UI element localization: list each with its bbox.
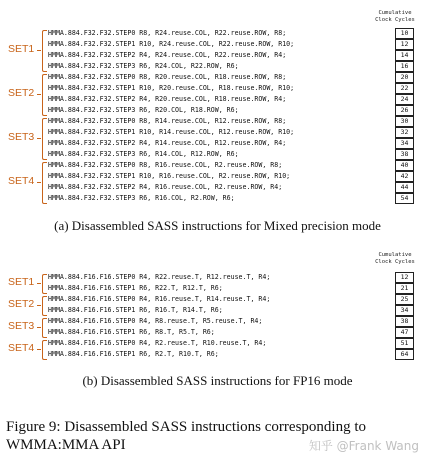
clock-cycle-box: 42 <box>395 171 414 182</box>
set-label: SET2 <box>8 298 35 310</box>
clock-cycle-box: 54 <box>395 193 414 204</box>
set-bracket-tick <box>37 305 41 306</box>
instruction-row: HMMA.884.F32.F32.STEP2 R4, R24.reuse.COL, R22.reuse.ROW, R4; <box>48 51 287 59</box>
cumulative-clock-cycles-header: Cumulative Clock Cycles <box>375 252 415 265</box>
clock-cycle-box: 32 <box>395 127 414 138</box>
cumulative-clock-cycles-header: Cumulative Clock Cycles <box>375 10 415 23</box>
set-bracket <box>42 296 47 316</box>
instruction-row: HMMA.884.F16.F16.STEP0 R4, R22.reuse.T, R12.reuse.T, R4; <box>48 273 271 281</box>
set-bracket-tick <box>37 327 41 328</box>
instruction-row: HMMA.884.F32.F32.STEP1 R10, R16.reuse.COL, R2.reuse.ROW, R10; <box>48 172 291 180</box>
instruction-row: HMMA.884.F32.F32.STEP3 R6, R14.COL, R12.ROW, R6; <box>48 150 239 158</box>
clock-cycle-box: 51 <box>395 338 414 349</box>
set-bracket <box>42 274 47 294</box>
instruction-row: HMMA.884.F16.F16.STEP1 R6, R22.T, R12.T, R6; <box>48 284 223 292</box>
clock-cycle-box: 14 <box>395 50 414 61</box>
clock-cycle-box: 12 <box>395 39 414 50</box>
instruction-row: HMMA.884.F16.F16.STEP0 R4, R16.reuse.T, R14.reuse.T, R4; <box>48 295 271 303</box>
clock-cycle-box: 25 <box>395 294 414 305</box>
instruction-row: HMMA.884.F16.F16.STEP1 R6, R2.T, R10.T, R6; <box>48 350 219 358</box>
instruction-row: HMMA.884.F32.F32.STEP3 R6, R16.COL, R2.ROW, R6; <box>48 194 235 202</box>
instruction-row: HMMA.884.F32.F32.STEP3 R6, R24.COL, R22.ROW, R6; <box>48 62 239 70</box>
instruction-row: HMMA.884.F32.F32.STEP2 R4, R20.reuse.COL, R18.reuse.ROW, R4; <box>48 95 287 103</box>
instruction-row: HMMA.884.F32.F32.STEP3 R6, R20.COL, R18.ROW, R6; <box>48 106 239 114</box>
clock-cycle-box: 24 <box>395 94 414 105</box>
set-label: SET3 <box>8 320 35 332</box>
watermark: 知乎 @Frank Wang <box>308 439 419 453</box>
set-label: SET2 <box>8 87 35 99</box>
instruction-row: HMMA.884.F32.F32.STEP0 R8, R14.reuse.COL, R12.reuse.ROW, R8; <box>48 117 287 125</box>
clock-cycle-box: 10 <box>395 28 414 39</box>
instruction-row: HMMA.884.F32.F32.STEP0 R8, R24.reuse.COL, R22.reuse.ROW, R8; <box>48 29 287 37</box>
clock-cycle-box: 47 <box>395 327 414 338</box>
clock-cycle-box: 64 <box>395 349 414 360</box>
clock-cycle-box: 34 <box>395 305 414 316</box>
set-bracket-tick <box>37 349 41 350</box>
clock-cycle-box: 16 <box>395 61 414 72</box>
clock-cycle-box: 12 <box>395 272 414 283</box>
instruction-row: HMMA.884.F32.F32.STEP0 R8, R16.reuse.COL, R2.reuse.ROW, R8; <box>48 161 283 169</box>
clock-cycle-box: 34 <box>395 138 414 149</box>
clock-cycle-box: 30 <box>395 116 414 127</box>
set-label: SET4 <box>8 342 35 354</box>
set-label: SET3 <box>8 131 35 143</box>
instruction-row: HMMA.884.F32.F32.STEP1 R10, R24.reuse.COL, R22.reuse.ROW, R10; <box>48 40 295 48</box>
clock-cycle-box: 40 <box>395 160 414 171</box>
instruction-row: HMMA.884.F32.F32.STEP0 R8, R20.reuse.COL, R18.reuse.ROW, R8; <box>48 73 287 81</box>
clock-cycle-box: 20 <box>395 72 414 83</box>
instruction-row: HMMA.884.F32.F32.STEP2 R4, R14.reuse.COL, R12.reuse.ROW, R4; <box>48 139 287 147</box>
set-bracket <box>42 318 47 338</box>
instruction-row: HMMA.884.F32.F32.STEP2 R4, R16.reuse.COL, R2.reuse.ROW, R4; <box>48 183 283 191</box>
set-label: SET1 <box>8 43 35 55</box>
set-bracket-tick <box>37 283 41 284</box>
instruction-row: HMMA.884.F16.F16.STEP1 R6, R8.T, R5.T, R6; <box>48 328 215 336</box>
set-bracket <box>42 340 47 360</box>
clock-cycle-box: 38 <box>395 149 414 160</box>
clock-cycle-box: 21 <box>395 283 414 294</box>
instruction-row: HMMA.884.F16.F16.STEP0 R4, R8.reuse.T, R5.reuse.T, R4; <box>48 317 263 325</box>
instruction-row: HMMA.884.F32.F32.STEP1 R10, R20.reuse.COL, R18.reuse.ROW, R10; <box>48 84 295 92</box>
clock-cycle-box: 38 <box>395 316 414 327</box>
clock-cycle-box: 22 <box>395 83 414 94</box>
set-label: SET1 <box>8 276 35 288</box>
figure-caption: Figure 9: Disassembled SASS instructions corresponding to WMMA:MMA API <box>6 419 366 453</box>
set-label: SET4 <box>8 175 35 187</box>
subcaption-a: (a) Disassembled SASS instructions for Mixed precision mode <box>54 218 381 233</box>
instruction-row: HMMA.884.F16.F16.STEP1 R6, R16.T, R14.T, R6; <box>48 306 223 314</box>
clock-cycle-box: 44 <box>395 182 414 193</box>
instruction-row: HMMA.884.F16.F16.STEP0 R4, R2.reuse.T, R10.reuse.T, R4; <box>48 339 267 347</box>
clock-cycle-box: 26 <box>395 105 414 116</box>
instruction-row: HMMA.884.F32.F32.STEP1 R10, R14.reuse.COL, R12.reuse.ROW, R10; <box>48 128 295 136</box>
subcaption-b: (b) Disassembled SASS instructions for FP16 mode <box>82 373 353 388</box>
